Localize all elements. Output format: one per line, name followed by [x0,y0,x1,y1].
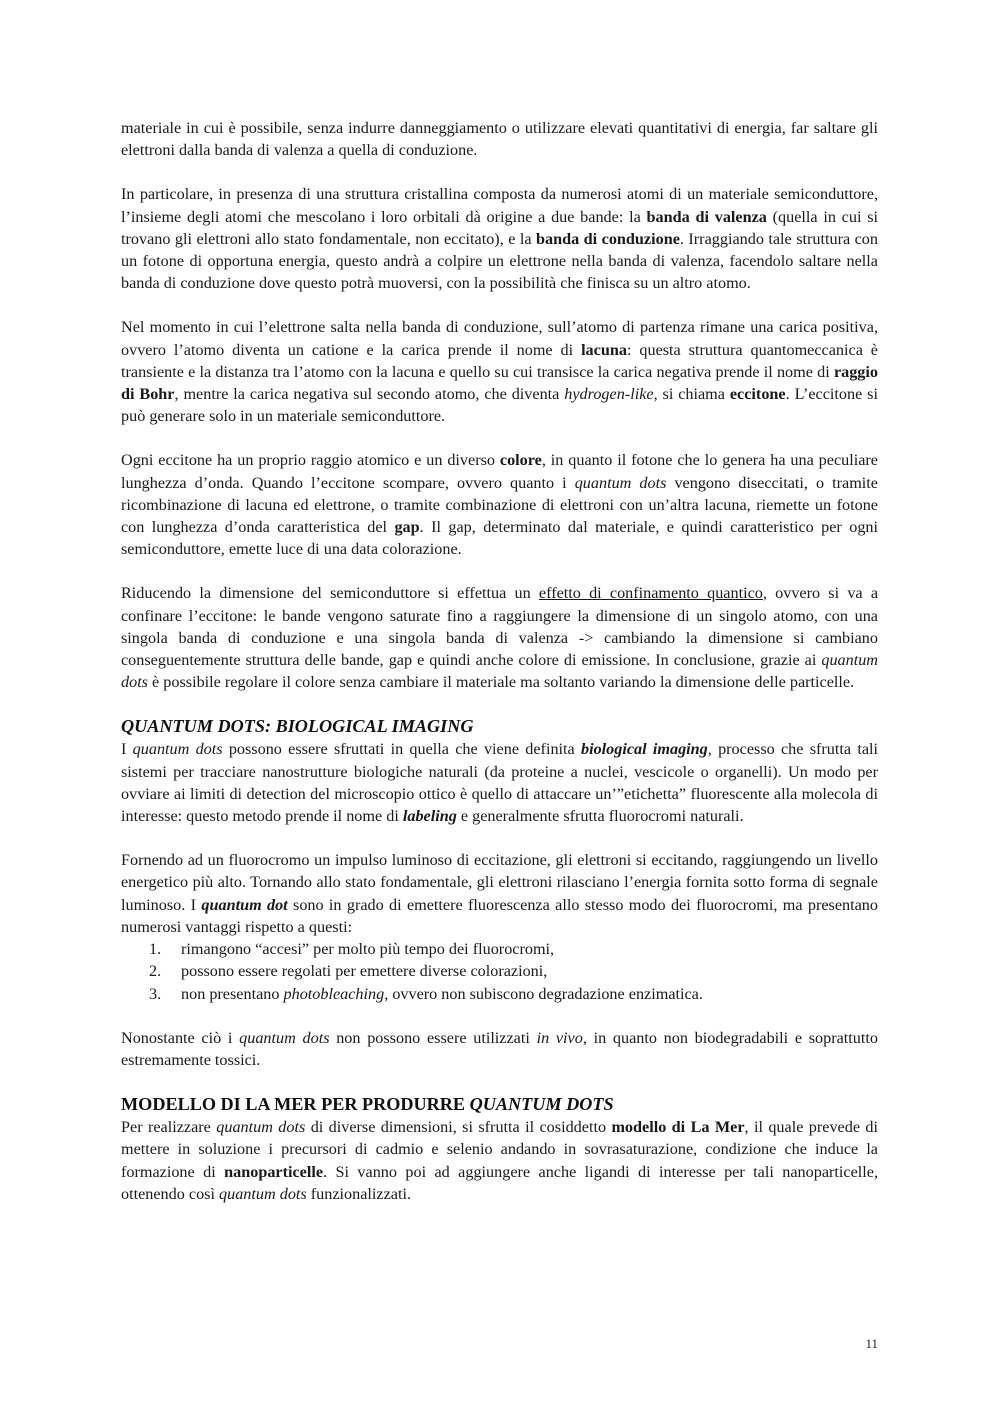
page-number: 11 [865,1336,878,1351]
paragraph-biological-imaging: I quantum dots possono essere sfruttati in quella che viene definita biological imaging, processo che sfrutta tali sistemi per tracciare nanostrutture biologiche naturali (da proteine a nuclei, vescicole o organelli). Un modo per ovviare ai limiti di detection del microscopio ottico è quello di attaccare un’”etichetta” fluorescente alla molecola di interesse: questo metodo prende il nome di labeling e generalmente sfrutta fluorocromi naturali. [121,740,878,826]
paragraph-exciton: Nel momento in cui l’elettrone salta nella banda di conduzione, sull’atomo di partenza rimane una carica positiva, ovvero l’atomo diventa un catione e la carica prende il nome di lacuna: questa struttura quantomeccanica è transiente e la distanza tra l’atomo con la lacuna e quello su cui transisce la carica negativa prende il nome di raggio di Bohr, mentre la carica negativa sul secondo atomo, che diventa hydrogen-like, si chiama eccitone. L’eccitone si può generare solo in un materiale semiconduttore. [121,318,878,426]
term-biological-imaging: biological imaging [580,740,708,759]
paragraph-toxicity: Nonostante ciò i quantum dots non possono essere utilizzati in vivo, in quanto non biodegradabili e soprattutto estremamente tossici. [121,1028,878,1069]
paragraph-color: Ogni eccitone ha un proprio raggio atomico e un diverso colore, in quanto il fotone che lo genera ha una peculiare lunghezza d’onda. Quando l’eccitone scompare, ovvero quanto i quantum dots vengono diseccitati, o tramite ricombinazione di lacuna ed elettrone, o tramite combinazione di elettroni con un’altra lacuna, riemette un fotone con lunghezza d’onda caratteristica del gap. Il gap, determinato dal materiale, e quindi caratteristico per ogni semiconduttore, emette luce di una data colorazione. [121,451,879,559]
list-item: 1. rimangono “accesi” per molto più tempo dei fluorocromi, [149,940,555,959]
paragraph-fluorochrome: Fornendo ad un fluorocromo un impulso luminoso di eccitazione, gli elettroni si eccitando, raggiungendo un livello energetico più alto. Tornando allo stato fondamentale, gli elettroni rilasciano l’energia fornita sotto forma di segnale luminoso. I quantum dot sono in grado di emettere fluorescenza allo stesso modo dei fluorocromi, ma presentano numerosi vantaggi rispetto a questi: [121,851,878,936]
heading-la-mer: MODELLO DI LA MER PER PRODURRE QUANTUM DOTS [121,1094,614,1115]
list-item: 2. possono essere regolati per emettere diverse colorazioni, [149,962,548,981]
term-eccitone: eccitone [729,385,786,404]
document-page [121,117,878,1205]
term-banda-di-conduzione: banda di conduzione [536,229,680,248]
term-banda-di-valenza: banda di valenza [646,207,767,226]
term-confinamento-quantico: effetto di confinamento quantico [538,584,763,603]
heading-biological-imaging: QUANTUM DOTS: BIOLOGICAL IMAGING [121,716,474,737]
advantages-list [121,938,878,1005]
term-gap: gap [394,518,420,537]
term-modello-di-la-mer: modello di La Mer [611,1118,745,1137]
paragraph-bands: In particolare, in presenza di una struttura cristallina composta da numerosi atomi di un materiale semiconduttore, l’insieme degli atomi che mescolano i loro orbitali dà origine a due bande: la banda di valenza (quella in cui si trovano gli elettroni allo stato fondamentale, non eccitato), e la banda di conduzione. Irraggiando tale struttura con un fotone di opportuna energia, questo andrà a colpire un elettrone nella banda di valenza, facendolo saltare nella banda di conduzione dove questo potrà muoversi, con la possibilità che finisca su un altro atomo. [121,185,879,293]
paragraph-band-intro: materiale in cui è possibile, senza indurre danneggiamento o utilizzare elevati quantitativi di energia, far saltare gli elettroni dalla banda di valenza a quella di conduzione. [121,119,878,160]
term-nanoparticelle: nanoparticelle [224,1162,324,1181]
term-quantum-dot: quantum dot [201,895,288,914]
term-colore: colore [499,451,542,470]
paragraph-confinement: Riducendo la dimensione del semiconduttore si effettua un effetto di confinamento quantico, ovvero si va a confinare l’eccitone: le bande vengono saturate fino a raggiungere la dimensione di un singolo atomo, con una singola banda di conduzione e una singola banda di valenza -> cambiando la dimensione si cambiano conseguentemente struttura delle bande, gap e quindi anche colore di emissione. In conclusione, grazie ai quantum dots è possibile regolare il colore senza cambiare il materiale ma soltanto variando la dimensione delle particelle. [121,584,879,692]
term-labeling: labeling [402,807,457,826]
list-item: 3. non presentano photobleaching, ovvero non subiscono degradazione enzimatica. [149,984,703,1003]
term-raggio-di-bohr: raggio di Bohr [121,362,878,404]
paragraph-la-mer: Per realizzare quantum dots di diverse dimensioni, si sfrutta il cosiddetto modello di La Mer, il quale prevede di mettere in soluzione i precursori di cadmio e selenio andando in sovrasaturazione, condizione che induce la formazione di nanoparticelle. Si vanno poi ad aggiungere anche ligandi di interesse per tali nanoparticelle, ottenendo così quantum dots funzionalizzati. [121,1118,878,1203]
term-lacuna: lacuna [581,340,627,359]
